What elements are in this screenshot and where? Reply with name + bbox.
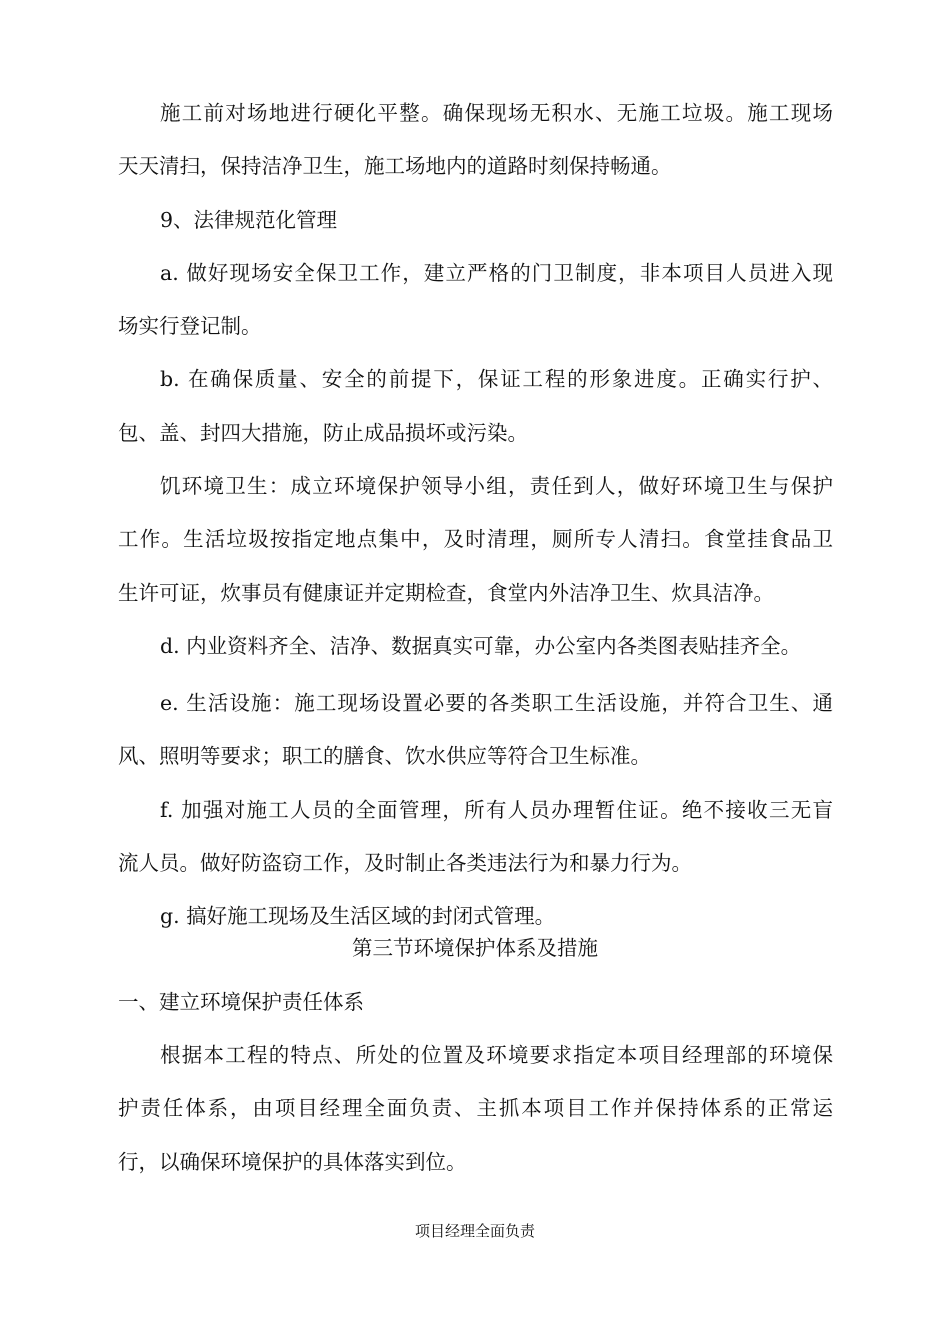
paragraph-line: 生许可证，炊事员有健康证并定期检查，食堂内外洁净卫生、炊具洁净。 [118, 581, 774, 605]
paragraph-line: e. 生活设施：施工现场设置必要的各类职工生活设施，并符合卫生、通 [160, 691, 833, 715]
paragraph-line: f. 加强对施工人员的全面管理，所有人员办理暂住证。绝不接收三无盲 [160, 798, 833, 822]
paragraph-line: 护责任体系，由项目经理全面负责、主抓本项目工作并保持体系的正常运 [118, 1096, 833, 1120]
paragraph-line: 场实行登记制。 [118, 314, 262, 338]
paragraph-line: 行，以确保环境保护的具体落实到位。 [118, 1150, 467, 1174]
paragraph-line: 风、照明等要求；职工的膳食、饮水供应等符合卫生标准。 [118, 744, 651, 768]
paragraph-line: 流人员。做好防盗窃工作，及时制止各类违法行为和暴力行为。 [118, 851, 692, 875]
subsection-heading: 一、建立环境保护责任体系 [118, 990, 364, 1014]
paragraph-line: 饥环境卫生：成立环境保护领导小组，责任到人，做好环境卫生与保护 [160, 474, 833, 498]
paragraph-line: d. 内业资料齐全、洁净、数据真实可靠，办公室内各类图表贴挂齐全。 [160, 634, 802, 658]
paragraph-line: 根据本工程的特点、所处的位置及环境要求指定本项目经理部的环境保 [160, 1043, 833, 1067]
diagram-label: 项目经理全面负责 [414, 1222, 535, 1240]
paragraph-line: a. 做好现场安全保卫工作，建立严格的门卫制度，非本项目人员进入现 [160, 261, 833, 285]
section-title: 第三节环境保护体系及措施 [352, 936, 598, 960]
paragraph-line: 工作。生活垃圾按指定地点集中，及时清理，厕所专人清扫。食堂挂食品卫 [118, 527, 833, 551]
paragraph-line: 施工前对场地进行硬化平整。确保现场无积水、无施工垃圾。施工现场 [160, 101, 833, 125]
paragraph-line: b. 在确保质量、安全的前提下，保证工程的形象进度。正确实行护、 [160, 367, 833, 391]
paragraph-line: 包、盖、封四大措施，防止成品损坏或污染。 [118, 421, 528, 445]
paragraph-line: 天天清扫，保持洁净卫生，施工场地内的道路时刻保持畅通。 [118, 154, 672, 178]
section-heading: 9、法律规范化管理 [160, 208, 338, 232]
paragraph-line: g. 搞好施工现场及生活区域的封闭式管理。 [160, 904, 556, 928]
